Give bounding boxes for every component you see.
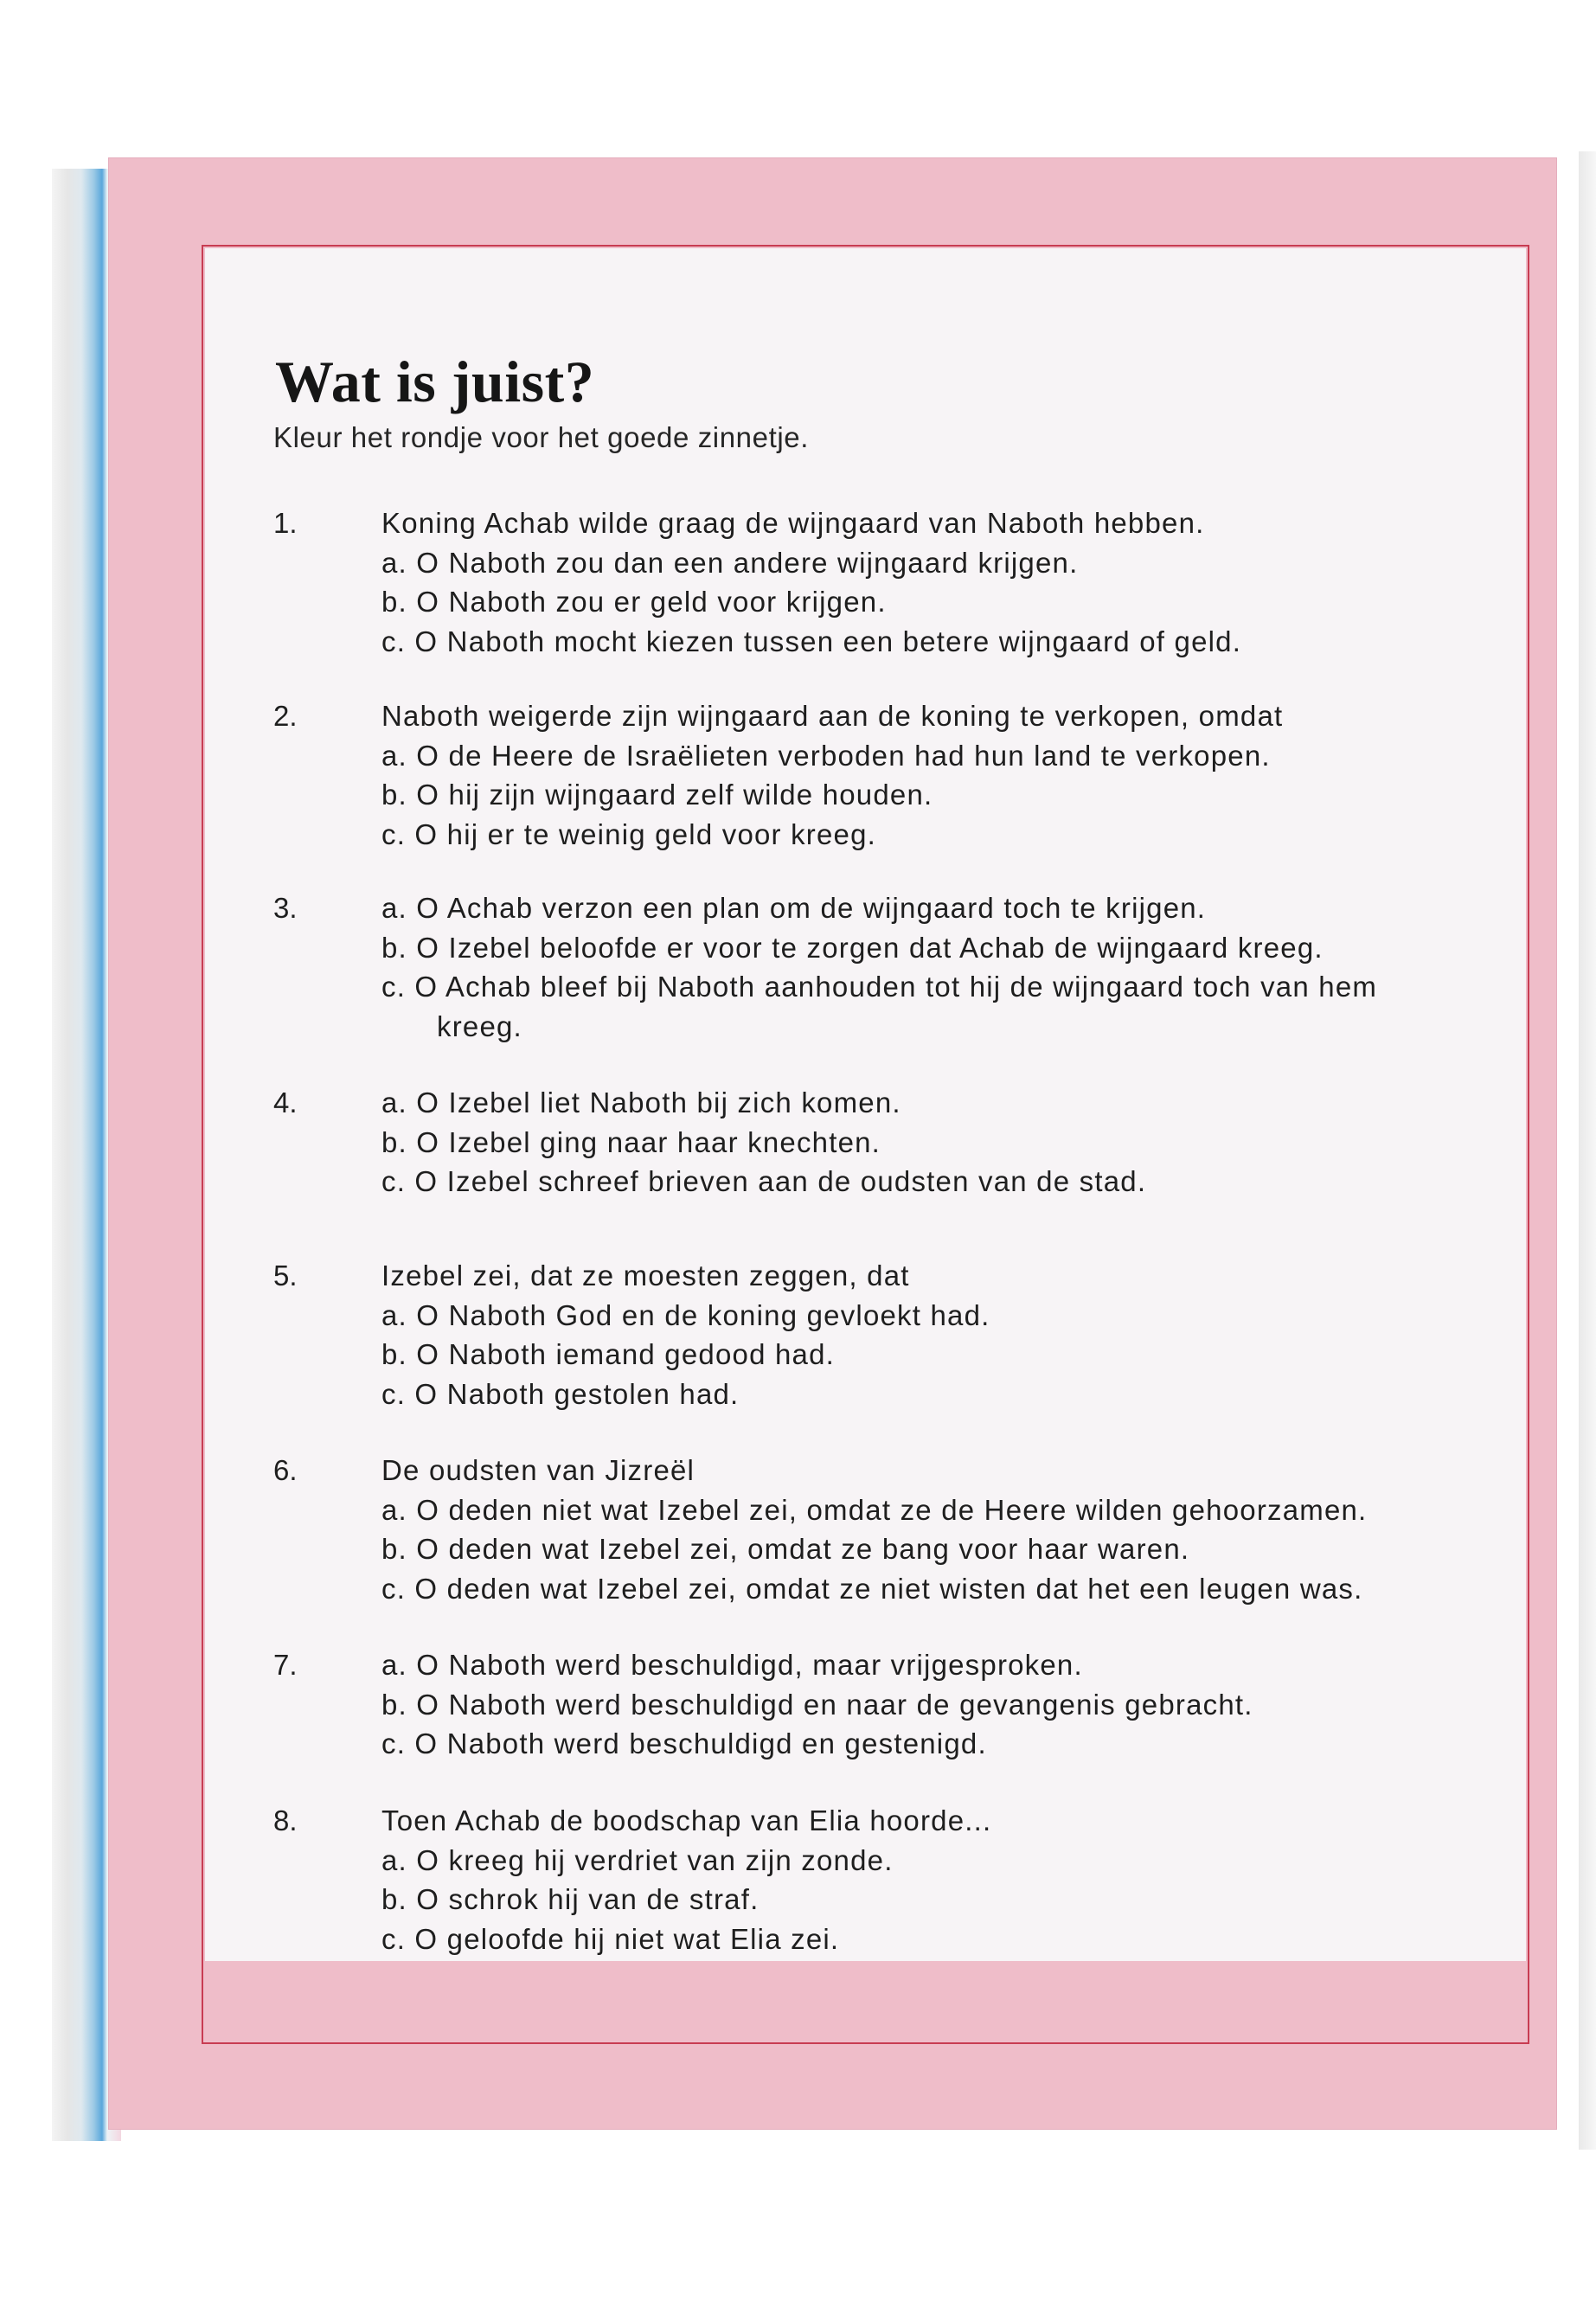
question-number: 1.	[273, 507, 298, 539]
question-stem: Toen Achab de boodschap van Elia hoorde...	[381, 1804, 992, 1836]
answer-option[interactable]: b. O Naboth zou er geld voor krijgen.	[381, 586, 887, 618]
answer-option[interactable]: a. O Naboth God en de koning gevloekt had.	[381, 1298, 990, 1331]
question-stem: Naboth weigerde zijn wijngaard aan de koning te verkopen, omdat	[381, 700, 1284, 732]
question-number: 3.	[273, 892, 298, 924]
answer-option[interactable]: c. O Naboth werd beschuldigd en gestenigd.	[381, 1727, 987, 1759]
answer-option[interactable]: a. O deden niet wat Izebel zei, omdat ze de Heere wilden gehoorzamen.	[381, 1493, 1368, 1526]
answer-option[interactable]: b. O hij zijn wijngaard zelf wilde houden.	[381, 779, 933, 811]
answer-option[interactable]: b. O Naboth iemand gedood had.	[381, 1338, 836, 1370]
question-stem: Koning Achab wilde graag de wijngaard van Naboth hebben.	[381, 507, 1205, 539]
answer-option-continuation: kreeg.	[437, 1009, 522, 1042]
instruction-text: Kleur het rondje voor het goede zinnetje.	[273, 421, 810, 453]
answer-option[interactable]: c. O deden wat Izebel zei, omdat ze niet wisten dat het een leugen was.	[381, 1572, 1363, 1605]
answer-option[interactable]: c. O Naboth gestolen had.	[381, 1377, 740, 1410]
question-number: 2.	[273, 700, 298, 732]
answer-option[interactable]: c. O hij er te weinig geld voor kreeg.	[381, 817, 877, 850]
answer-option[interactable]: a. O de Heere de Israëlieten verboden had hun land te verkopen.	[381, 739, 1271, 772]
answer-option[interactable]: c. O geloofde hij niet wat Elia zei.	[381, 1922, 840, 1955]
question-number: 4.	[273, 1086, 298, 1118]
question-number: 5.	[273, 1259, 298, 1292]
question-number: 8.	[273, 1804, 298, 1836]
answer-option[interactable]: c. O Izebel schreef brieven aan de oudsten van de stad.	[381, 1165, 1147, 1197]
question-number: 6.	[273, 1454, 298, 1486]
answer-option[interactable]: b. O deden wat Izebel zei, omdat ze bang voor haar waren.	[381, 1533, 1190, 1565]
answer-option[interactable]: b. O Izebel beloofde er voor te zorgen dat Achab de wijngaard kreeg.	[381, 931, 1324, 964]
answer-option[interactable]: b. O Izebel ging naar haar knechten.	[381, 1125, 881, 1158]
question-stem: Izebel zei, dat ze moesten zeggen, dat	[381, 1259, 910, 1292]
answer-option[interactable]: b. O Naboth werd beschuldigd en naar de gevangenis gebracht.	[381, 1688, 1253, 1721]
question-number: 7.	[273, 1649, 298, 1681]
answer-option[interactable]: c. O Naboth mocht kiezen tussen een betere wijngaard of geld.	[381, 625, 1242, 657]
answer-option[interactable]: a. O kreeg hij verdriet van zijn zonde.	[381, 1843, 894, 1876]
answer-option[interactable]: a. O Naboth werd beschuldigd, maar vrijgesproken.	[381, 1649, 1083, 1681]
answer-option[interactable]: b. O schrok hij van de straf.	[381, 1883, 760, 1915]
question-stem: De oudsten van Jizreël	[381, 1454, 695, 1486]
answer-option[interactable]: a. O Achab verzon een plan om de wijngaard toch te krijgen.	[381, 892, 1207, 924]
page-title: Wat is juist?	[275, 349, 595, 414]
answer-option[interactable]: a. O Naboth zou dan een andere wijngaard krijgen.	[381, 546, 1079, 579]
answer-option[interactable]: a. O Izebel liet Naboth bij zich komen.	[381, 1086, 901, 1118]
answer-option[interactable]: c. O Achab bleef bij Naboth aanhouden tot hij de wijngaard toch van hem	[381, 971, 1378, 1003]
